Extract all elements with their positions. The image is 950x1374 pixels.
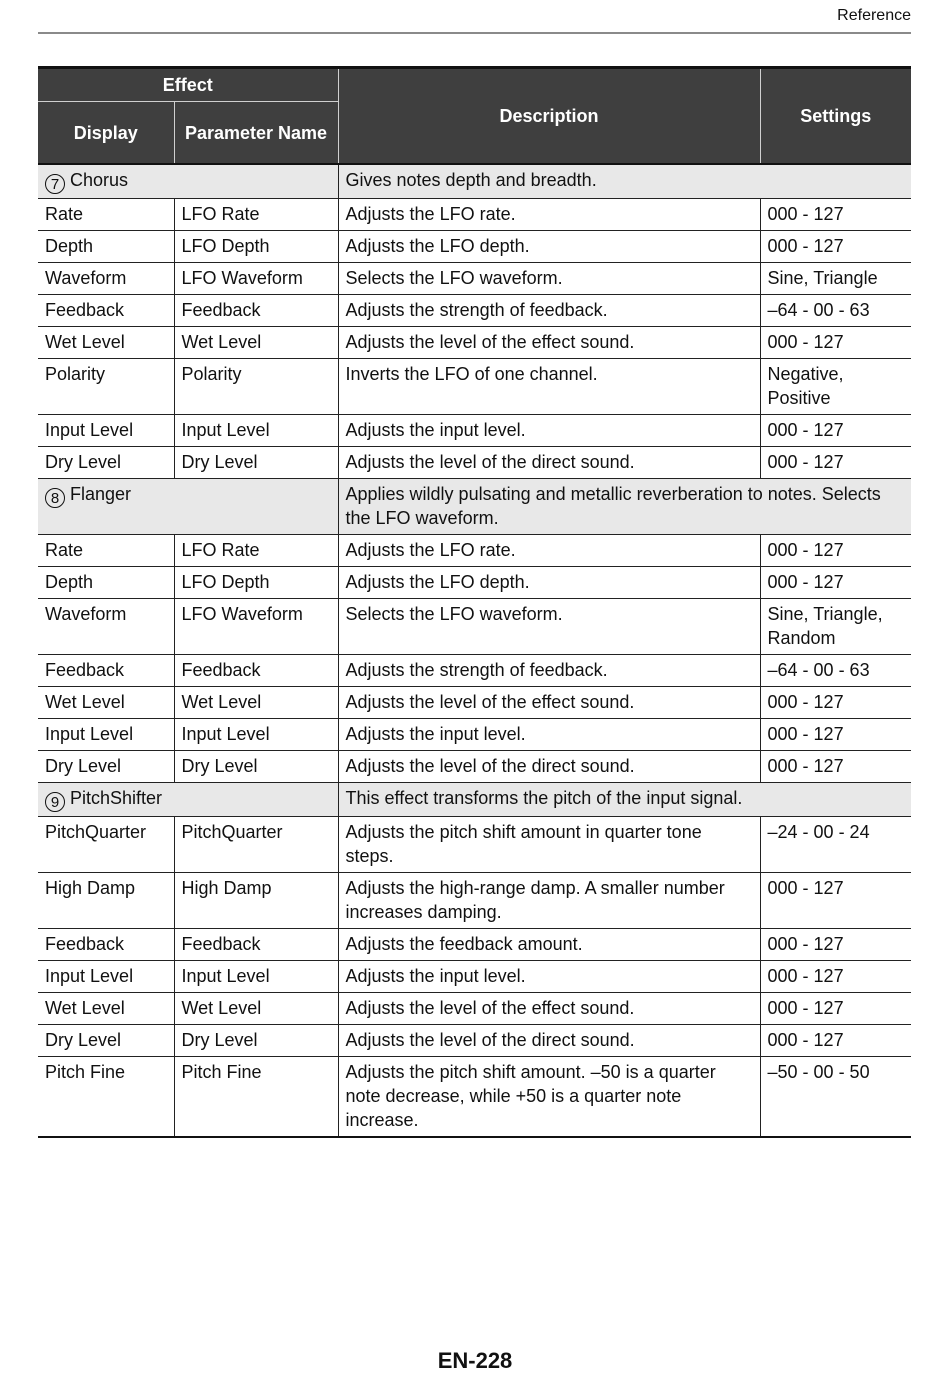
cell-parameter-name: Feedback	[174, 295, 338, 327]
table-row	[38, 327, 911, 359]
header-display: Display	[38, 102, 174, 165]
effect-group-description: Gives notes depth and breadth.	[338, 164, 911, 199]
effect-name: Flanger	[70, 484, 132, 504]
cell-display: Dry Level	[38, 1025, 174, 1057]
cell-display: High Damp	[38, 873, 174, 929]
table-row	[38, 199, 911, 231]
cell-settings: 000 - 127	[760, 751, 911, 783]
cell-settings: 000 - 127	[760, 231, 911, 263]
cell-description: Adjusts the LFO rate.	[338, 199, 760, 231]
cell-settings: 000 - 127	[760, 567, 911, 599]
cell-settings: 000 - 127	[760, 1025, 911, 1057]
cell-settings: 000 - 127	[760, 535, 911, 567]
cell-description: Adjusts the pitch shift amount. –50 is a quarter note decrease, while +50 is a quarter note increase.	[338, 1057, 760, 1138]
cell-parameter-name: Feedback	[174, 655, 338, 687]
cell-settings: 000 - 127	[760, 327, 911, 359]
effect-group-description: Applies wildly pulsating and metallic reverberation to notes. Selects the LFO waveform.	[338, 479, 911, 535]
cell-parameter-name: Pitch Fine	[174, 1057, 338, 1138]
cell-parameter-name: High Damp	[174, 873, 338, 929]
effect-group-description: This effect transforms the pitch of the input signal.	[338, 783, 911, 817]
cell-parameter-name: Dry Level	[174, 1025, 338, 1057]
cell-parameter-name: Feedback	[174, 929, 338, 961]
cell-settings: 000 - 127	[760, 961, 911, 993]
cell-description: Adjusts the LFO depth.	[338, 231, 760, 263]
cell-description: Inverts the LFO of one channel.	[338, 359, 760, 415]
table-row	[38, 263, 911, 295]
cell-description: Adjusts the input level.	[338, 719, 760, 751]
cell-settings: 000 - 127	[760, 415, 911, 447]
cell-settings: 000 - 127	[760, 929, 911, 961]
effect-name: Chorus	[70, 170, 129, 190]
cell-display: Rate	[38, 199, 174, 231]
cell-description: Selects the LFO waveform.	[338, 599, 760, 655]
table-row	[38, 961, 911, 993]
cell-settings: 000 - 127	[760, 447, 911, 479]
effect-group-name	[38, 479, 338, 535]
cell-settings: –64 - 00 - 63	[760, 295, 911, 327]
cell-parameter-name: LFO Rate	[174, 535, 338, 567]
table-row	[38, 231, 911, 263]
effect-group-name	[38, 164, 338, 199]
cell-settings: Sine, Triangle, Random	[760, 599, 911, 655]
cell-parameter-name: Wet Level	[174, 993, 338, 1025]
cell-settings: 000 - 127	[760, 993, 911, 1025]
table-row	[38, 993, 911, 1025]
cell-display: Feedback	[38, 929, 174, 961]
cell-display: Input Level	[38, 719, 174, 751]
table-row	[38, 599, 911, 655]
cell-settings: 000 - 127	[760, 687, 911, 719]
table-body	[38, 164, 911, 1137]
cell-description: Selects the LFO waveform.	[338, 263, 760, 295]
cell-display: Wet Level	[38, 687, 174, 719]
cell-display: Waveform	[38, 263, 174, 295]
cell-parameter-name: LFO Depth	[174, 567, 338, 599]
cell-display: Depth	[38, 231, 174, 263]
effect-group-row	[38, 479, 911, 535]
header-parameter-name: Parameter Name	[174, 102, 338, 165]
cell-parameter-name: LFO Waveform	[174, 263, 338, 295]
cell-description: Adjusts the level of the direct sound.	[338, 751, 760, 783]
cell-parameter-name: Wet Level	[174, 687, 338, 719]
cell-description: Adjusts the level of the effect sound.	[338, 327, 760, 359]
table-row	[38, 535, 911, 567]
cell-parameter-name: LFO Depth	[174, 231, 338, 263]
cell-parameter-name: Input Level	[174, 415, 338, 447]
cell-description: Adjusts the strength of feedback.	[338, 655, 760, 687]
cell-settings: –24 - 00 - 24	[760, 817, 911, 873]
table-row	[38, 1057, 911, 1138]
cell-parameter-name: Polarity	[174, 359, 338, 415]
cell-display: Waveform	[38, 599, 174, 655]
header-rule	[38, 32, 911, 34]
table-row	[38, 929, 911, 961]
cell-description: Adjusts the LFO rate.	[338, 535, 760, 567]
circled-number-icon: 7	[45, 174, 65, 194]
effect-parameter-table	[38, 66, 911, 1138]
cell-description: Adjusts the level of the effect sound.	[338, 993, 760, 1025]
cell-display: Feedback	[38, 295, 174, 327]
cell-display: Depth	[38, 567, 174, 599]
cell-settings: 000 - 127	[760, 873, 911, 929]
circled-number-icon: 9	[45, 792, 65, 812]
cell-display: Wet Level	[38, 327, 174, 359]
table-row	[38, 567, 911, 599]
cell-display: PitchQuarter	[38, 817, 174, 873]
cell-display: Polarity	[38, 359, 174, 415]
effect-group-row	[38, 783, 911, 817]
effect-group-name	[38, 783, 338, 817]
cell-display: Feedback	[38, 655, 174, 687]
cell-parameter-name: Dry Level	[174, 751, 338, 783]
table-header	[38, 68, 911, 165]
cell-display: Dry Level	[38, 751, 174, 783]
header-description: Description	[338, 68, 760, 165]
table-row	[38, 655, 911, 687]
cell-display: Input Level	[38, 961, 174, 993]
cell-description: Adjusts the input level.	[338, 415, 760, 447]
cell-description: Adjusts the high-range damp. A smaller number increases damping.	[338, 873, 760, 929]
table-row	[38, 873, 911, 929]
cell-parameter-name: LFO Waveform	[174, 599, 338, 655]
cell-display: Rate	[38, 535, 174, 567]
cell-settings: –50 - 00 - 50	[760, 1057, 911, 1138]
cell-parameter-name: Input Level	[174, 719, 338, 751]
cell-display: Dry Level	[38, 447, 174, 479]
table-row	[38, 751, 911, 783]
cell-settings: 000 - 127	[760, 199, 911, 231]
cell-description: Adjusts the feedback amount.	[338, 929, 760, 961]
cell-description: Adjusts the level of the effect sound.	[338, 687, 760, 719]
cell-parameter-name: Wet Level	[174, 327, 338, 359]
cell-description: Adjusts the level of the direct sound.	[338, 1025, 760, 1057]
cell-display: Input Level	[38, 415, 174, 447]
cell-parameter-name: Input Level	[174, 961, 338, 993]
cell-settings: 000 - 127	[760, 719, 911, 751]
table-row	[38, 1025, 911, 1057]
cell-description: Adjusts the LFO depth.	[338, 567, 760, 599]
cell-settings: –64 - 00 - 63	[760, 655, 911, 687]
effect-name: PitchShifter	[70, 788, 163, 808]
cell-settings: Negative, Positive	[760, 359, 911, 415]
cell-description: Adjusts the pitch shift amount in quarter tone steps.	[338, 817, 760, 873]
cell-description: Adjusts the strength of feedback.	[338, 295, 760, 327]
table-row	[38, 295, 911, 327]
header-settings: Settings	[760, 68, 911, 165]
running-head: Reference	[837, 7, 911, 24]
table-row	[38, 447, 911, 479]
cell-display: Wet Level	[38, 993, 174, 1025]
table-row	[38, 415, 911, 447]
page-number: EN-228	[437, 1348, 513, 1373]
cell-description: Adjusts the input level.	[338, 961, 760, 993]
cell-display: Pitch Fine	[38, 1057, 174, 1138]
cell-settings: Sine, Triangle	[760, 263, 911, 295]
table-row	[38, 719, 911, 751]
cell-description: Adjusts the level of the direct sound.	[338, 447, 760, 479]
table-row	[38, 817, 911, 873]
table-row	[38, 359, 911, 415]
header-effect: Effect	[38, 68, 338, 102]
table-row	[38, 687, 911, 719]
circled-number-icon: 8	[45, 488, 65, 508]
cell-parameter-name: LFO Rate	[174, 199, 338, 231]
effect-group-row	[38, 164, 911, 199]
cell-parameter-name: Dry Level	[174, 447, 338, 479]
cell-parameter-name: PitchQuarter	[174, 817, 338, 873]
